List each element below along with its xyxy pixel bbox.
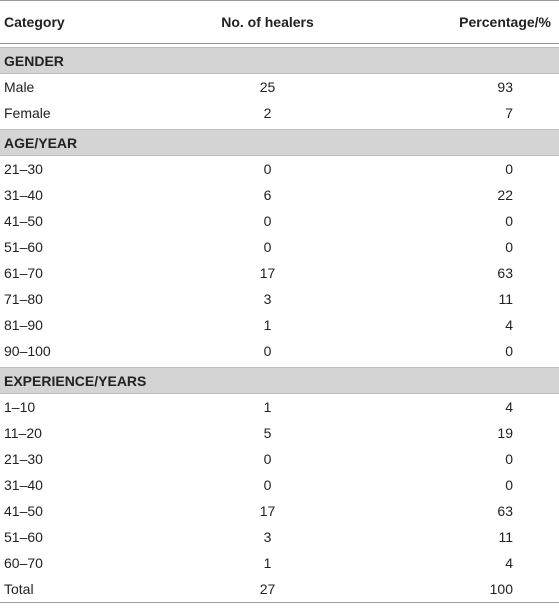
category-cell: 21–30: [4, 161, 43, 177]
healers-cell: 17: [259, 503, 276, 519]
table-row: [0, 576, 559, 603]
percentage-cell: 0: [505, 161, 513, 177]
percentage-cell: 0: [505, 213, 513, 229]
healers-cell: 0: [263, 161, 272, 177]
header-percentage: Percentage/%: [375, 1, 559, 44]
table-row: [0, 420, 559, 446]
section-header-row: [0, 48, 559, 74]
healers-cell: 0: [263, 477, 272, 493]
percentage-cell: 63: [497, 503, 513, 519]
percentage-cell: 0: [505, 239, 513, 255]
header-category: Category: [0, 1, 160, 44]
healers-cell: 3: [263, 291, 272, 307]
table-row: [0, 472, 559, 498]
category-cell: 1–10: [4, 399, 36, 415]
category-cell: 31–40: [4, 187, 43, 203]
table-row: [0, 100, 559, 126]
category-cell: 41–50: [4, 503, 43, 519]
healers-cell: 6: [263, 187, 272, 203]
header-row: [0, 1, 559, 44]
percentage-cell: 93: [497, 79, 513, 95]
percentage-cell: 0: [505, 451, 513, 467]
table-row: [0, 208, 559, 234]
percentage-cell: 63: [497, 265, 513, 281]
section-header-row: [0, 368, 559, 394]
table-row: [0, 234, 559, 260]
table-row: [0, 286, 559, 312]
percentage-cell: 4: [505, 399, 513, 415]
healers-cell: 3: [263, 529, 272, 545]
healers-cell: 5: [263, 425, 272, 441]
table-row: [0, 312, 559, 338]
category-cell: 11–20: [4, 425, 42, 441]
header-healers: No. of healers: [160, 1, 375, 44]
healers-cell: 0: [263, 213, 272, 229]
category-cell: 60–70: [4, 555, 43, 571]
healers-cell: 17: [259, 265, 276, 281]
category-cell: 51–60: [4, 239, 43, 255]
percentage-cell: 100: [375, 576, 559, 603]
table-row: [0, 524, 559, 550]
section-header-row: [0, 130, 559, 156]
table-row: [0, 498, 559, 524]
table-row: [0, 338, 559, 364]
category-cell: 51–60: [4, 529, 43, 545]
healers-cell: 27: [160, 576, 375, 603]
category-cell: Male: [4, 79, 35, 95]
category-cell: 61–70: [4, 265, 43, 281]
category-cell: 41–50: [4, 213, 43, 229]
percentage-cell: 4: [505, 555, 513, 571]
category-cell: 31–40: [4, 477, 43, 493]
healers-cell: 2: [263, 105, 272, 121]
percentage-cell: 11: [498, 529, 513, 545]
table-row: [0, 74, 559, 101]
category-cell: 90–100: [4, 343, 51, 359]
section-title: EXPERIENCE/YEARS: [0, 368, 559, 394]
category-cell: Total: [0, 576, 160, 603]
percentage-cell: 0: [505, 343, 513, 359]
category-cell: 21–30: [4, 451, 43, 467]
healers-cell: 0: [263, 343, 272, 359]
table-row: [0, 394, 559, 421]
healers-cell: 0: [263, 451, 272, 467]
percentage-cell: 11: [498, 291, 513, 307]
healers-cell: 1: [263, 399, 272, 415]
table-row: [0, 550, 559, 576]
table-row: [0, 156, 559, 183]
percentage-cell: 0: [505, 477, 513, 493]
table-row: [0, 182, 559, 208]
percentage-cell: 19: [497, 425, 513, 441]
healers-cell: 0: [263, 239, 272, 255]
section-title: AGE/YEAR: [0, 130, 559, 156]
percentage-cell: 22: [497, 187, 513, 203]
percentage-cell: 4: [505, 317, 513, 333]
section-title: GENDER: [0, 48, 559, 74]
category-cell: Female: [4, 105, 51, 121]
percentage-cell: 7: [505, 105, 513, 121]
table-body: [0, 44, 559, 603]
category-cell: 71–80: [4, 291, 43, 307]
table-header: [0, 1, 559, 44]
healers-cell: 25: [259, 79, 276, 95]
category-cell: 81–90: [4, 317, 43, 333]
table-row: [0, 260, 559, 286]
healers-cell: 1: [263, 317, 272, 333]
healers-cell: 1: [263, 555, 272, 571]
table-row: [0, 446, 559, 472]
